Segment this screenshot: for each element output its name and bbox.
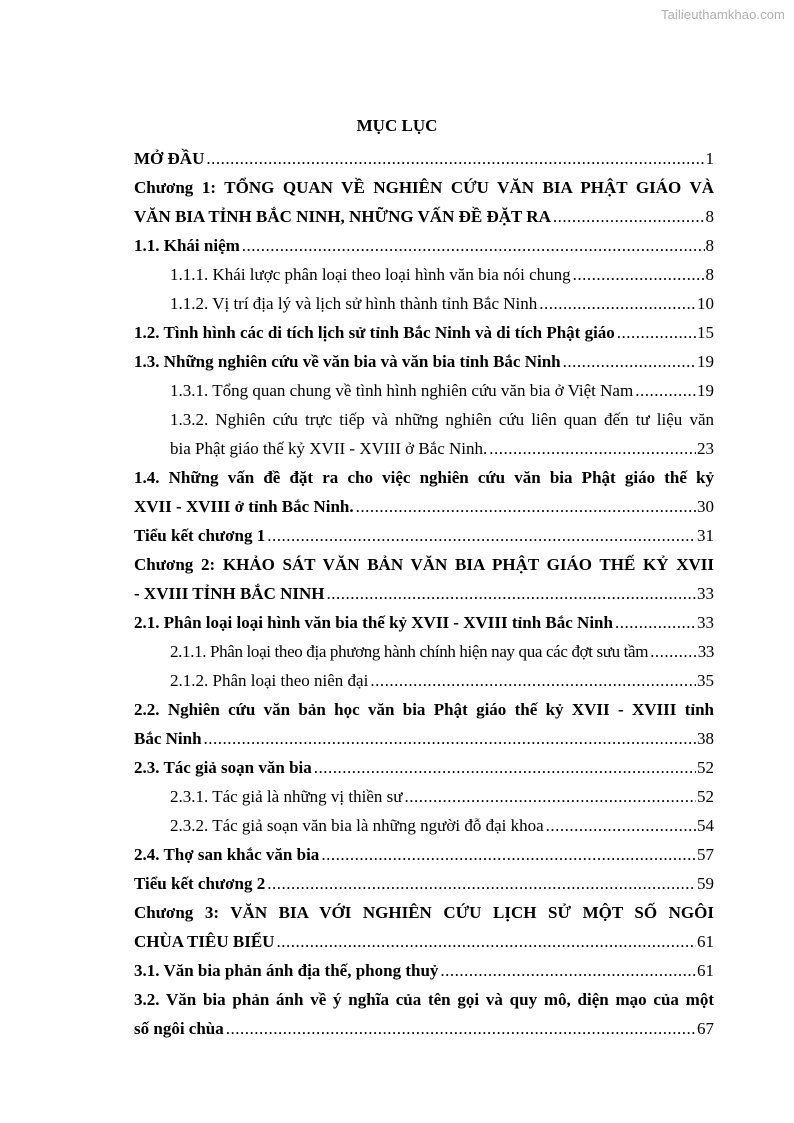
- toc-entry-label: MỞ ĐẦU: [134, 149, 205, 168]
- leader-dots: [204, 724, 696, 753]
- toc-entry-1-4[interactable]: [134, 492, 714, 521]
- leader-dots: [404, 782, 696, 811]
- leader-dots: [267, 521, 696, 550]
- toc-page-number: 35: [697, 671, 714, 690]
- leader-dots: [635, 376, 696, 405]
- toc-entry-label: Tiểu kết chương 2: [134, 874, 266, 893]
- leader-dots: [370, 666, 696, 695]
- leader-dots: [206, 144, 704, 173]
- toc-page-number: 15: [697, 323, 714, 342]
- leader-dots: [314, 753, 696, 782]
- leader-dots: [327, 579, 697, 608]
- toc-entry-2-2[interactable]: [134, 724, 714, 753]
- toc-entry-label: 2.3. Tác giả soạn văn bia: [134, 758, 312, 777]
- toc-page-number: 8: [705, 265, 714, 284]
- leader-dots: [573, 260, 705, 289]
- leader-dots: [440, 956, 696, 985]
- leader-dots: [321, 840, 696, 869]
- toc-entry-summary-chapter-2[interactable]: [134, 869, 714, 898]
- toc-page-number: 10: [697, 294, 714, 313]
- leader-dots: [539, 289, 696, 318]
- toc-page-number: 52: [697, 758, 714, 777]
- toc-entry-label: 3.1. Văn bia phản ánh địa thế, phong thuỷ: [134, 961, 439, 980]
- toc-entry-summary-chapter-1[interactable]: [134, 521, 714, 550]
- leader-dots: [546, 811, 696, 840]
- toc-entry-1-1-2[interactable]: [134, 289, 714, 318]
- leader-dots: [553, 202, 705, 231]
- toc-entry-label: 2.1.2. Phân loại theo niên đại: [170, 671, 369, 690]
- leader-dots: [276, 927, 696, 956]
- toc-page-number: 52: [697, 787, 714, 806]
- toc-entry-chapter-2[interactable]: [134, 579, 714, 608]
- toc-entry-label: - XVIII TỈNH BẮC NINH: [134, 584, 325, 603]
- leader-dots: [563, 347, 696, 376]
- toc-entry-label: 2.3.1. Tác giả là những vị thiền sư: [170, 787, 403, 806]
- toc-entry-label: 1.1. Khái niệm: [134, 236, 240, 255]
- toc-entry-label: 1.3. Những nghiên cứu về văn bia và văn bia tỉnh Bắc Ninh: [134, 352, 561, 371]
- leader-dots: [226, 1014, 696, 1043]
- toc-page-number: 31: [697, 526, 714, 545]
- toc-entry-label: CHÙA TIÊU BIỂU: [134, 932, 275, 951]
- leader-dots: [650, 637, 697, 666]
- toc-page-number: 1: [705, 149, 714, 168]
- toc-page-number: 33: [697, 613, 714, 632]
- toc-page-number: 33: [697, 642, 714, 661]
- toc-entry-label: 2.4. Thợ san khắc văn bia: [134, 845, 320, 864]
- toc-entry-label: 1.2. Tình hình các di tích lịch sử tỉnh Bắc Ninh và di tích Phật giáo: [134, 323, 615, 342]
- page-title: MỤC LỤC: [356, 116, 438, 135]
- toc-entry-chapter-3[interactable]: [134, 927, 714, 956]
- toc-entry-2-3[interactable]: [134, 753, 714, 782]
- toc-entry-1-1[interactable]: [134, 231, 714, 260]
- toc-page-number: 23: [697, 439, 714, 458]
- toc-entry-mo-dau[interactable]: [134, 144, 714, 173]
- toc-entry-label: XVII - XVIII ở tỉnh Bắc Ninh.: [134, 497, 354, 516]
- toc-entry-chapter-1-line-1[interactable]: Chương 1: TỔNG QUAN VỀ NGHIÊN CỨU VĂN BIA PHẬT GIÁO VÀ: [134, 178, 714, 197]
- leader-dots: [242, 231, 705, 260]
- table-of-contents: [134, 144, 714, 1043]
- toc-entry-label: 2.1. Phân loại loại hình văn bia thế kỷ XVII - XVIII tỉnh Bắc Ninh: [134, 613, 613, 632]
- toc-entry-label: 2.1.1. Phân loại theo địa phương hành chính hiện nay qua các đợt sưu tầm: [170, 642, 649, 661]
- toc-entry-label: 1.1.2. Vị trí địa lý và lịch sử hình thành tỉnh Bắc Ninh: [170, 294, 538, 313]
- toc-entry-chapter-3-line-1[interactable]: Chương 3: VĂN BIA VỚI NGHIÊN CỨU LỊCH SỬ MỘT SỐ NGÔI: [134, 903, 714, 922]
- toc-entry-2-1-1[interactable]: [134, 637, 714, 666]
- toc-page-number: 30: [697, 497, 714, 516]
- watermark: Tailieuthamkhao.com: [660, 7, 785, 22]
- toc-entry-2-1[interactable]: [134, 608, 714, 637]
- toc-entry-chapter-2-line-1[interactable]: Chương 2: KHẢO SÁT VĂN BẢN VĂN BIA PHẬT GIÁO THẾ KỶ XVII: [134, 555, 714, 574]
- toc-entry-1-3-2-line-1[interactable]: 1.3.2. Nghiên cứu trực tiếp và những nghiên cứu liên quan đến tư liệu văn: [170, 410, 714, 429]
- toc-page-number: 57: [697, 845, 714, 864]
- toc-entry-2-3-1[interactable]: [134, 782, 714, 811]
- toc-entry-1-1-1[interactable]: [134, 260, 714, 289]
- toc-page-number: 19: [697, 352, 714, 371]
- toc-entry-label: Tiểu kết chương 1: [134, 526, 266, 545]
- toc-entry-3-2-line-1[interactable]: 3.2. Văn bia phản ánh về ý nghĩa của tên gọi và quy mô, diện mạo của một: [134, 990, 714, 1009]
- leader-dots: [617, 318, 696, 347]
- toc-entry-label: 1.1.1. Khái lược phân loại theo loại hình văn bia nói chung: [170, 265, 571, 284]
- toc-page-number: 8: [705, 236, 714, 255]
- toc-entry-2-1-2[interactable]: [134, 666, 714, 695]
- toc-page-number: 67: [697, 1019, 714, 1038]
- toc-page-number: 61: [697, 961, 714, 980]
- toc-entry-label: Bắc Ninh: [134, 729, 202, 748]
- leader-dots: [615, 608, 696, 637]
- toc-entry-2-2-line-1[interactable]: 2.2. Nghiên cứu văn bản học văn bia Phật giáo thế kỷ XVII - XVIII tỉnh: [134, 700, 714, 719]
- toc-entry-label: bia Phật giáo thế kỷ XVII - XVIII ở Bắc Ninh.: [170, 439, 488, 458]
- toc-page-number: 33: [697, 584, 714, 603]
- toc-entry-label: 2.3.2. Tác giả soạn văn bia là những người đỗ đại khoa: [170, 816, 544, 835]
- toc-entry-label: VĂN BIA TỈNH BẮC NINH, NHỮNG VẤN ĐỀ ĐẶT RA: [134, 207, 551, 226]
- toc-page-number: 61: [697, 932, 714, 951]
- leader-dots: [489, 434, 696, 463]
- toc-page-number: 19: [697, 381, 714, 400]
- toc-page-number: 54: [697, 816, 714, 835]
- toc-entry-1-4-line-1[interactable]: 1.4. Những vấn đề đặt ra cho việc nghiên cứu văn bia Phật giáo thế kỷ: [134, 468, 714, 487]
- toc-entry-label: số ngôi chùa: [134, 1019, 224, 1038]
- toc-entry-1-3[interactable]: [134, 347, 714, 376]
- toc-page-number: 8: [705, 207, 714, 226]
- toc-entry-2-3-2[interactable]: [134, 811, 714, 840]
- toc-entry-chapter-1[interactable]: [134, 202, 714, 231]
- leader-dots: [267, 869, 696, 898]
- toc-page-number: 59: [697, 874, 714, 893]
- leader-dots: [356, 492, 696, 521]
- toc-entry-1-3-2[interactable]: [134, 434, 714, 463]
- toc-entry-3-2[interactable]: [134, 1014, 714, 1043]
- toc-entry-2-4[interactable]: [134, 840, 714, 869]
- toc-entry-label: 1.3.1. Tổng quan chung về tình hình nghiên cứu văn bia ở Việt Nam: [170, 381, 634, 400]
- toc-page-number: 38: [697, 729, 714, 748]
- toc-entry-1-2[interactable]: [134, 318, 714, 347]
- toc-entry-3-1[interactable]: [134, 956, 714, 985]
- toc-entry-1-3-1[interactable]: [134, 376, 714, 405]
